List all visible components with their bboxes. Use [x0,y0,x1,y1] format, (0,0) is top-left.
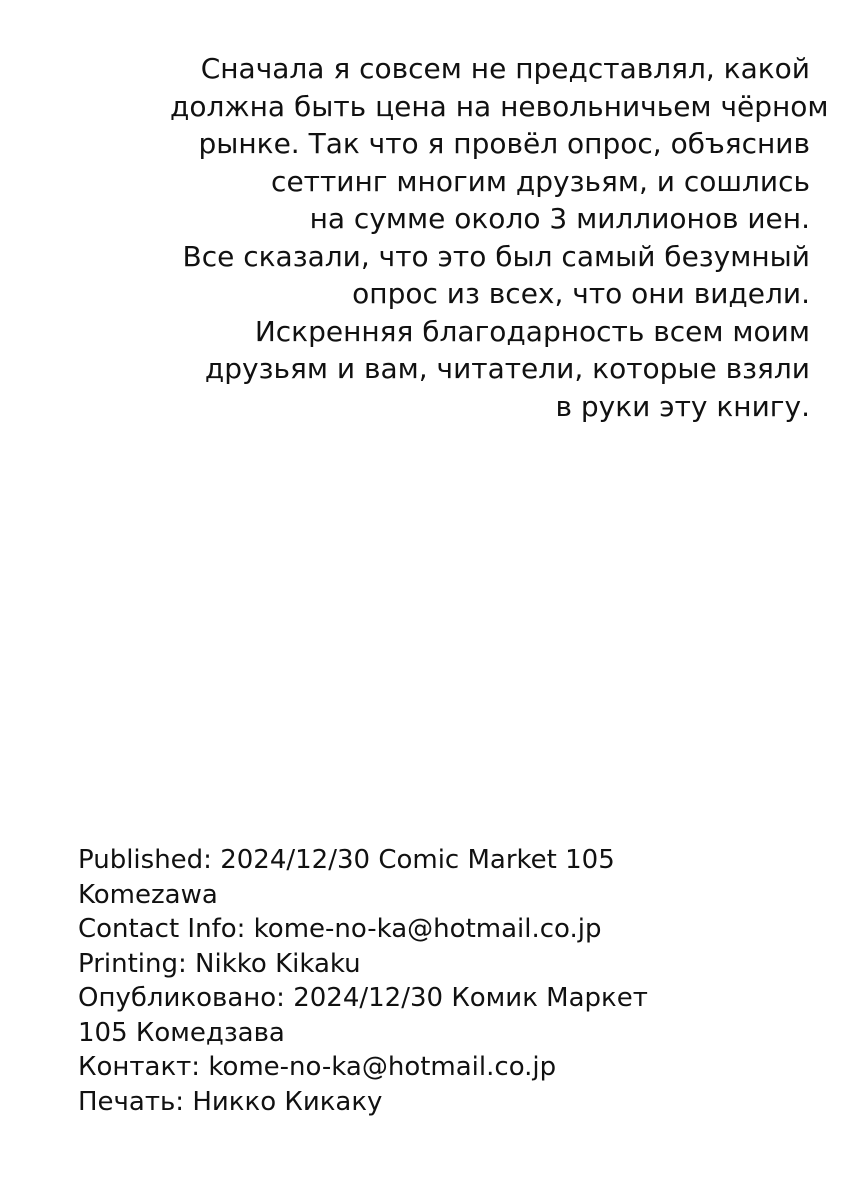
afterword-line: в руки эту книгу. [555,389,810,423]
afterword-line: Искренняя благодарность всем моим [254,314,810,348]
afterword-line: должна быть цена на невольничьем чёрном [170,89,829,123]
afterword-line: опрос из всех, что они видели. [352,277,810,310]
colophon-author: Komezawa [78,879,218,910]
colophon [78,843,778,1119]
afterword-line: Сначала я совсем не представлял, какой [200,52,810,85]
afterword-line: Все сказали, что это был самый безумный [182,239,810,273]
afterword-line: рынке. Так что я провёл опрос, объяснив [198,127,810,160]
colophon-published: Published: 2024/12/30 Comic Market 105 [78,845,615,875]
afterword-line: на сумме около 3 миллионов иен. [309,202,810,235]
colophon-contact: Contact Info: kome-no-ka@hotmail.co.jp [78,914,602,944]
afterword-text [170,50,829,425]
colophon-contact-ru: Контакт: kome-no-ka@hotmail.co.jp [78,1052,557,1082]
colophon-author-ru: 105 Комедзава [78,1017,285,1048]
colophon-published-ru: Опубликовано: 2024/12/30 Комик Маркет [78,983,648,1013]
afterword-line: друзьям и вам, читатели, которые взяли [204,352,810,385]
colophon-printing: Printing: Nikko Kikaku [78,948,361,979]
afterword-line: сеттинг многим друзьям, и сошлись [271,164,810,198]
colophon-printing-ru: Печать: Никко Кикаку [78,1086,383,1117]
